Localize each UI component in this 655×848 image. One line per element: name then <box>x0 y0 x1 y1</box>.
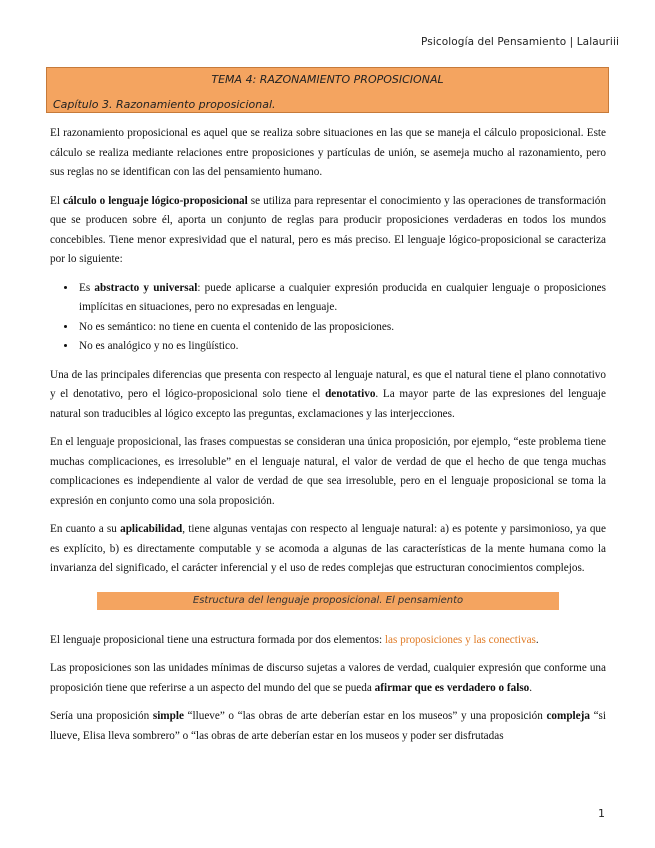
text-span: El lenguaje proposicional tiene una estructura formada por dos elementos: <box>50 633 385 646</box>
running-header: Psicología del Pensamiento | Lalauriii <box>421 36 619 48</box>
title-box <box>46 67 609 113</box>
bold-term: simple <box>152 710 184 722</box>
text-span: , tiene algunas ventajas con respecto al lenguaje natural: a) es potente y parsimonioso, ya que es explícito, b) es directamente computable y se acomoda a algunas de las características de la mente humana como la invarianza del significado, el carácter inferencial y el uso de redes complejas que estructuran conocimientos complejos. <box>50 523 606 574</box>
paragraph-ejemplos <box>50 707 606 746</box>
bold-term: compleja <box>546 710 590 722</box>
text-span: En cuanto a su <box>50 523 121 535</box>
text-span: Es <box>79 281 95 294</box>
tema-title: TEMA 4: RAZONAMIENTO PROPOSICIONAL <box>211 73 444 86</box>
bold-term: denotativo <box>325 388 376 400</box>
text-span: : puede aplicarse a cualquier expresión producida en cualquier lenguaje o proposiciones implícitas en situaciones, pero no expresadas en lenguaje. <box>79 281 607 313</box>
paragraph-diferencias <box>50 366 606 425</box>
paragraph-intro: El razonamiento proposicional es aquel que se realiza sobre situaciones en las que se maneja el cálculo proposicional. Este cálculo se realiza mediante relaciones entre proposiciones y partículas de unión, se asemeja mucho al razonamiento, pero sus reglas no se identifican con las del pensamiento humano. <box>50 127 606 178</box>
list-item: • No es semántico: no tiene en cuenta el contenido de las proposiciones. <box>77 318 606 338</box>
chapter-title: Capítulo 3. Razonamiento proposicional. <box>53 98 276 111</box>
bold-term: abstracto y universal <box>94 281 198 294</box>
section-heading: Estructura del lenguaje proposicional. El pensamiento <box>97 592 559 610</box>
document-body <box>50 124 606 755</box>
text-span: “llueve” o “las obras de arte deberían estar en los museos” y una proposición <box>183 710 547 722</box>
paragraph-frases-compuestas: En el lenguaje proposicional, las frases compuestas se consideran una única proposición, por ejemplo, “este problema tiene muchas complicaciones, es irresoluble” en el lenguaje natural, el valor de verdad de que el hecho de que tenga muchas complicaciones es independiente al valor de verdad de que sea irresoluble, pero en el lenguaje proposicional se toma la expresión en conjunto como una sola proposición. <box>50 436 606 507</box>
paragraph-calculo <box>50 192 606 270</box>
text-span: Una de las principales diferencias que presenta con respecto al lenguaje natural, es que el natural tiene el plano connotativo y el denotativo, pero el lógico-proposicional solo tiene el <box>50 368 606 400</box>
text-span: se utiliza para representar el conocimiento y las operaciones de transformación que se producen sobre él, aporta un conjunto de reglas para producir proposiciones verdaderas en todos los mundos concebibles. Tiene menor expresividad que el natural, pero es más preciso. El lenguaje lógico-proposicional se caracteriza por lo siguiente: <box>50 194 606 265</box>
paragraph-aplicabilidad <box>50 520 606 579</box>
bold-term: aplicabilidad <box>120 523 183 535</box>
text-span: . <box>535 633 539 646</box>
paragraph-estructura <box>50 631 606 651</box>
paragraph-proposiciones <box>50 659 606 698</box>
text-span: . <box>529 681 533 694</box>
text-span: Sería una proposición <box>50 710 153 722</box>
text-span: “si llueve, Elisa lleva sombrero” o “las obras de arte deberían estar en los museos y poder ser disfrutadas <box>50 710 607 742</box>
text-span: . La mayor parte de las expresiones del lenguaje natural son traducibles al lógico excepto las preguntas, exclamaciones y las interjecciones. <box>50 388 606 420</box>
bold-term: afirmar que es verdadero o falso <box>374 681 530 694</box>
list-item: • No es analógico y no es lingüístico. <box>77 337 606 357</box>
text-span: Las proposiciones son las unidades mínimas de discurso sujetas a valores de verdad, cualquier expresión que conforme una proposición tiene que referirse a un aspecto del mundo del que se pueda <box>50 662 606 694</box>
characteristics-list <box>50 279 606 357</box>
text-span: El <box>50 194 63 207</box>
bold-term: cálculo o lenguaje lógico-proposicional <box>62 194 248 207</box>
list-item <box>77 279 606 318</box>
page-number: 1 <box>598 807 605 820</box>
highlight-text: las proposiciones y las conectivas <box>384 633 536 646</box>
